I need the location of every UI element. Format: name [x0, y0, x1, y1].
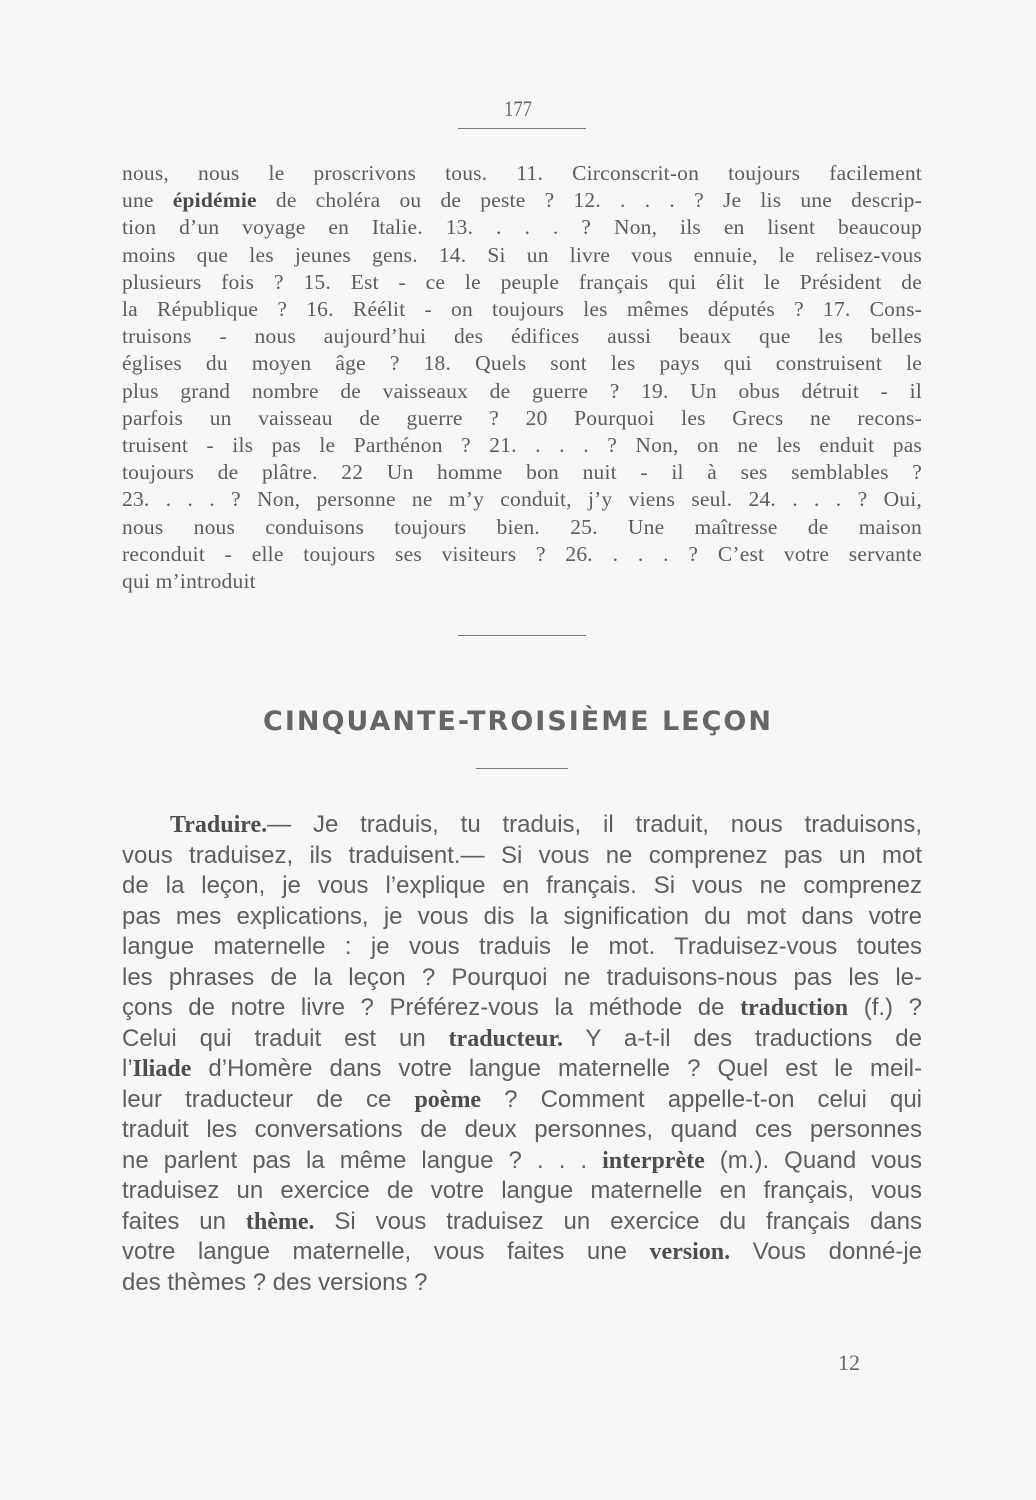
- text-line: moins que les jeunes gens. 14. Si un livre vous ennuie, le relisez-vous: [122, 242, 922, 267]
- text-line: faites un thème. Si vous traduisez un exercice du français dans: [122, 1207, 922, 1235]
- text-line: nous nous conduisons toujours bien. 25. Une maîtresse de maison: [122, 514, 922, 539]
- exercise-paragraph: [122, 160, 922, 595]
- bold-term: interprète: [602, 1147, 705, 1174]
- text-line: tion d’un voyage en Italie. 13. . . . ? Non, ils en lisent beaucoup: [122, 215, 922, 240]
- text-line: parfois un vaisseau de guerre ? 20 Pourquoi les Grecs ne recons-: [122, 405, 922, 430]
- text-line: ne parlent pas la même langue ? . . . interprète (m.). Quand vous: [122, 1146, 922, 1174]
- text-line: traduisez un exercice de votre langue maternelle en français, vous: [122, 1177, 922, 1204]
- text-line: églises du moyen âge ? 18. Quels sont les pays qui construisent le: [122, 351, 922, 376]
- text-line: qui m’introduit: [122, 569, 256, 594]
- page-number-bottom: 12: [838, 1350, 860, 1375]
- bold-term: version.: [649, 1239, 731, 1265]
- text-line: Celui qui traduit est un traducteur. Y a-t-il des traductions de: [122, 1024, 922, 1052]
- bold-term: thème.: [245, 1208, 315, 1235]
- bold-term: épidémie: [172, 188, 257, 213]
- lesson-paragraph: [122, 810, 922, 1298]
- text-line: la République ? 16. Réélit - on toujours les mêmes députés ? 17. Cons-: [122, 297, 922, 322]
- bold-term: Iliade: [132, 1056, 192, 1082]
- text-line: truisent - ils pas le Parthénon ? 21. . . . ? Non, on ne les enduit pas: [122, 433, 922, 458]
- page-number-top: 177: [503, 96, 533, 121]
- text-line: Traduire.— Je traduis, tu traduis, il traduit, nous traduisons,: [170, 811, 922, 838]
- bold-term: traducteur.: [448, 1025, 563, 1052]
- text-line: traduit les conversations de deux personnes, quand ces personnes: [122, 1116, 922, 1143]
- text-line: de la leçon, je vous l’explique en français. Si vous ne comprenez: [122, 872, 922, 899]
- text-line: çons de notre livre ? Préférez-vous la méthode de traduction (f.) ?: [122, 994, 922, 1021]
- text-line: toujours de plâtre. 22 Un homme bon nuit - il à ses semblables ?: [122, 460, 922, 485]
- bold-term: traduction: [740, 995, 849, 1021]
- text-line: nous, nous le proscrivons tous. 11. Circonscrit-on toujours facilement: [122, 161, 922, 185]
- text-line: langue maternelle : je vous traduis le mot. Traduisez-vous toutes: [122, 933, 922, 960]
- header-rule: [458, 128, 586, 129]
- bold-term: Traduire.: [170, 812, 268, 838]
- text-line: une épidémie de choléra ou de peste ? 12. . . . ? Je lis une descrip-: [122, 188, 922, 213]
- text-line: reconduit - elle toujours ses visiteurs ? 26. . . . ? C’est votre servante: [122, 541, 922, 566]
- text-line: pas mes explications, je vous dis la signification du mot dans votre: [122, 902, 922, 930]
- lesson-heading: CINQUANTE-TROISIÈME LEÇON: [263, 706, 773, 737]
- text-line: 23. . . . ? Non, personne ne m’y conduit, j’y viens seul. 24. . . . ? Oui,: [122, 487, 922, 512]
- bold-term: poème: [414, 1086, 482, 1113]
- text-line: plus grand nombre de vaisseaux de guerre ? 19. Un obus détruit - il: [122, 378, 922, 403]
- text-line: plusieurs fois ? 15. Est - ce le peuple français qui élit le Président de: [122, 269, 922, 294]
- text-line: l’Iliade d’Homère dans votre langue maternelle ? Quel est le meil-: [122, 1055, 922, 1082]
- text-line: des thèmes ? des versions ?: [122, 1268, 428, 1296]
- text-line: votre langue maternelle, vous faites une version. Vous donné-je: [122, 1238, 922, 1265]
- section-rule-bottom: [476, 768, 568, 769]
- text-line: les phrases de la leçon ? Pourquoi ne traduisons-nous pas les le-: [122, 963, 922, 991]
- text-line: vous traduisez, ils traduisent.— Si vous ne comprenez pas un mot: [122, 841, 922, 869]
- text-line: leur traducteur de ce poème ? Comment appelle-t-on celui qui: [122, 1085, 922, 1113]
- text-line: truisons - nous aujourd’hui des édifices aussi beaux que les belles: [122, 324, 922, 349]
- section-rule-top: [458, 635, 586, 636]
